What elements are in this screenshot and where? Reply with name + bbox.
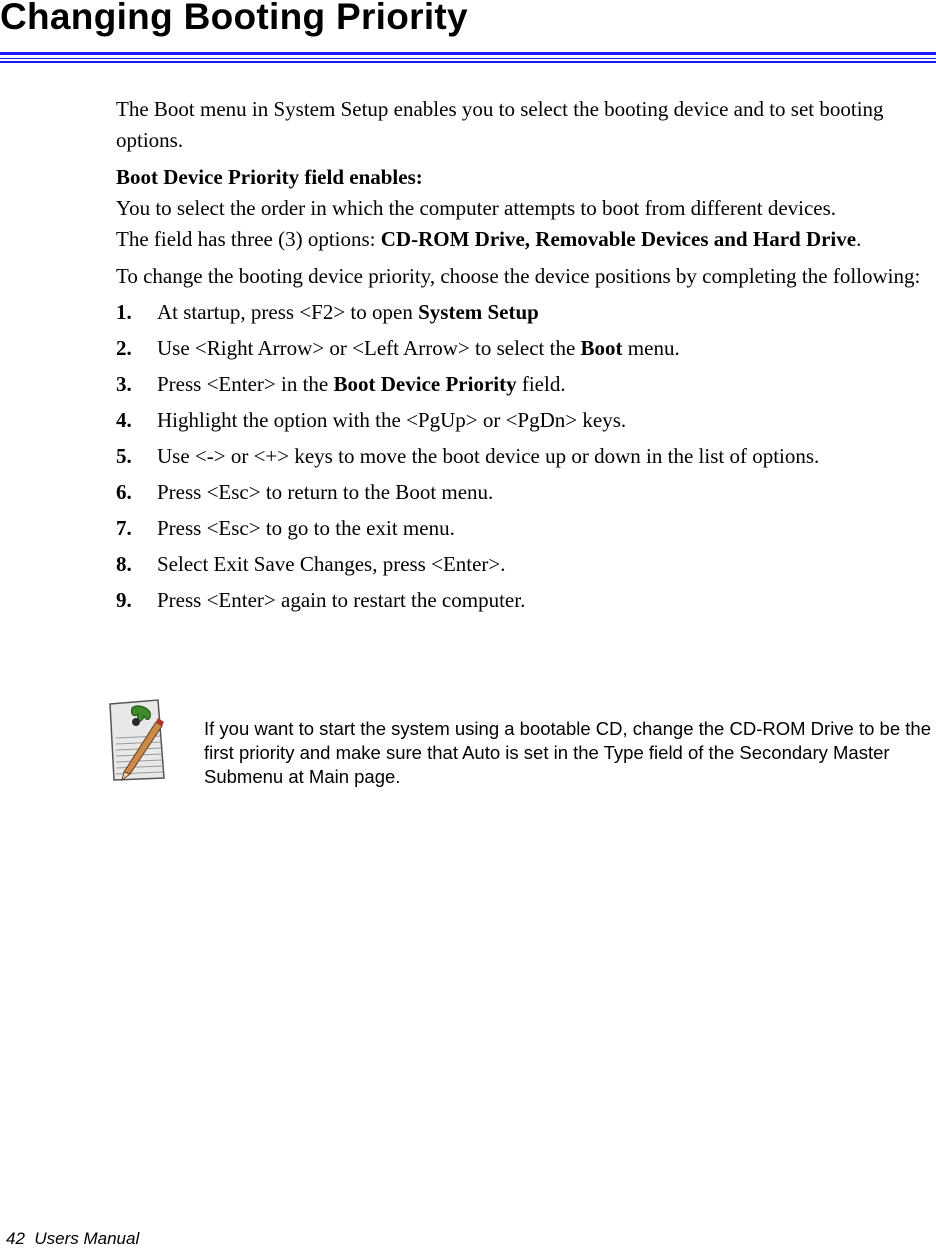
manual-label: Users Manual <box>34 1229 140 1248</box>
step-text: Select Exit Save Changes, press <Enter>. <box>157 552 506 576</box>
step-item <box>116 585 932 621</box>
step-item <box>116 405 932 441</box>
field-options-end: . <box>856 227 862 251</box>
step-item <box>116 549 932 585</box>
step-number: 6. <box>116 480 132 504</box>
step-text: At startup, press <F2> to open System Setup <box>157 300 539 324</box>
step-number: 3. <box>116 372 132 396</box>
title-rule <box>0 61 936 63</box>
step-number: 1. <box>116 300 132 324</box>
step-number: 5. <box>116 444 132 468</box>
note-pencil-icon <box>106 698 170 789</box>
step-item <box>116 441 932 477</box>
field-heading-text: Boot Device Priority field enables: <box>116 165 423 189</box>
page-footer <box>6 1229 139 1249</box>
step-number: 8. <box>116 552 132 576</box>
main-content <box>116 94 932 621</box>
note-text: If you want to start the system using a bootable CD, change the CD-ROM Drive to be the first priority and make sure that Auto is set in the Type field of the Secondary Master Submenu at Main page. <box>204 717 931 787</box>
step-number: 7. <box>116 516 132 540</box>
step-number: 9. <box>116 588 132 612</box>
step-item <box>116 369 932 405</box>
field-heading <box>116 162 932 193</box>
step-text: Use <Right Arrow> or <Left Arrow> to select the Boot menu. <box>157 336 680 360</box>
step-text: Press <Esc> to go to the exit menu. <box>157 516 455 540</box>
step-number: 4. <box>116 408 132 432</box>
step-item <box>116 477 932 513</box>
title-rule <box>0 52 936 55</box>
step-number: 2. <box>116 336 132 360</box>
step-item <box>116 297 932 333</box>
field-options-lead: The field has three (3) options: <box>116 227 381 251</box>
page-number: 42 <box>6 1229 25 1248</box>
steps-list <box>116 297 932 621</box>
step-item <box>116 333 932 369</box>
intro-paragraph: The Boot menu in System Setup enables you to select the booting device and to set booting options. <box>116 97 884 152</box>
page-title: Changing Booting Priority <box>0 0 468 37</box>
step-text: Press <Enter> in the Boot Device Priority field. <box>157 372 566 396</box>
steps-intro: To change the booting device priority, choose the device positions by completing the following: <box>116 264 921 288</box>
field-description-line: You to select the order in which the computer attempts to boot from different devices. <box>116 196 837 220</box>
title-rule <box>0 58 936 59</box>
step-text: Press <Enter> again to restart the computer. <box>157 588 526 612</box>
step-item <box>116 513 932 549</box>
step-text: Highlight the option with the <PgUp> or <PgDn> keys. <box>157 408 627 432</box>
field-options: CD-ROM Drive, Removable Devices and Hard Drive <box>380 227 857 251</box>
field-description <box>116 193 932 255</box>
step-text: Use <-> or <+> keys to move the boot device up or down in the list of options. <box>157 444 820 468</box>
step-text: Press <Esc> to return to the Boot menu. <box>157 480 494 504</box>
